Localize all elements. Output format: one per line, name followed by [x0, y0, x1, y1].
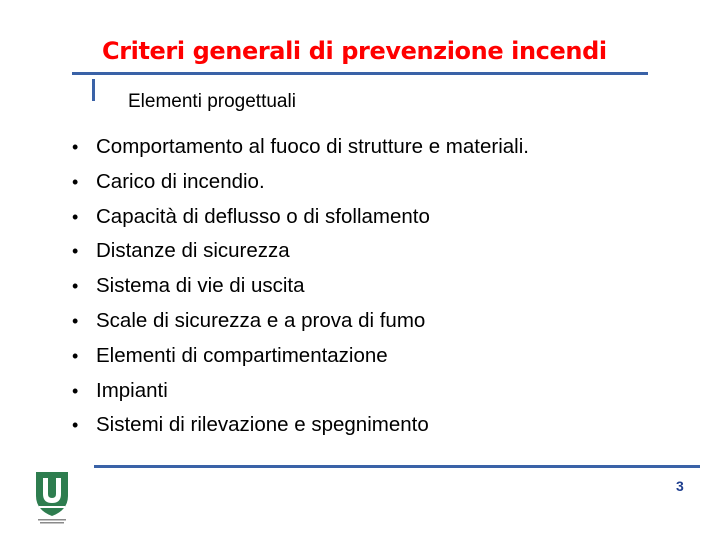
top-divider — [72, 72, 648, 75]
bullet-marker: • — [72, 345, 79, 366]
bullet-marker: • — [72, 276, 79, 297]
bullet-marker: • — [72, 380, 79, 401]
page-number: 3 — [676, 478, 684, 494]
section-subtitle: Elementi progettuali — [128, 91, 296, 112]
bullet-text: Impianti — [96, 378, 168, 402]
bullet-text: Capacità di deflusso o di sfollamento — [96, 204, 430, 228]
bullet-text: Scale di sicurezza e a prova di fumo — [96, 308, 426, 332]
university-logo-icon — [32, 470, 72, 525]
bullet-marker: • — [72, 206, 79, 227]
bullet-marker: • — [72, 310, 79, 331]
bullet-text: Sistemi di rilevazione e spegnimento — [96, 413, 429, 437]
bullet-text: Comportamento al fuoco di strutture e materiali. — [96, 135, 529, 158]
slide-title: Criteri generali di prevenzione incendi — [102, 37, 607, 65]
bullet-text: Carico di incendio. — [96, 169, 265, 193]
bullet-marker: • — [72, 241, 79, 262]
bullet-text: Distanze di sicurezza — [96, 239, 290, 263]
top-divider-tick — [92, 79, 95, 101]
bullet-marker: • — [72, 171, 79, 192]
bottom-divider — [94, 465, 700, 468]
bullet-text: Elementi di compartimentazione — [96, 343, 388, 367]
bullet-marker: • — [72, 137, 79, 157]
bullet-marker: • — [72, 415, 79, 436]
bullet-text: Sistema di vie di uscita — [96, 274, 305, 298]
